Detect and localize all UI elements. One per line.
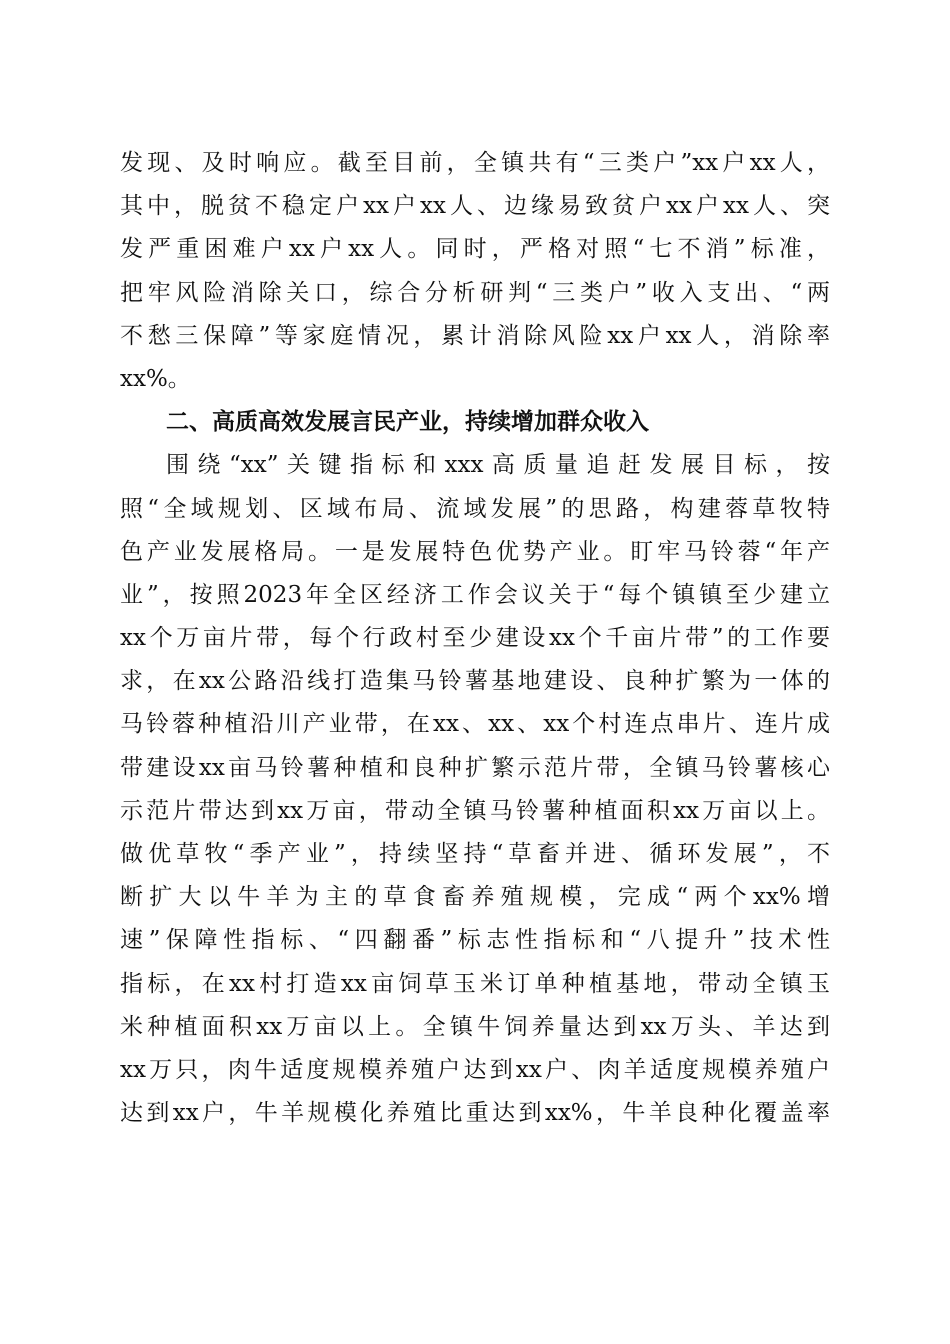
text-line: 照“全域规划、区域布局、流域发展”的思路，构建蓉草牧特 (120, 495, 830, 522)
text-line: 色产业发展格局。一是发展特色优势产业。盯牢马铃蓉“年产 (120, 538, 830, 565)
text-line: 断扩大以牛羊为主的草食畜养殖规模，完成“两个xx%增 (120, 884, 830, 911)
text-line: 求，在xx公路沿线打造集马铃薯基地建设、良种扩繁为一体的 (120, 668, 830, 695)
text-line: 发现、及时响应。截至目前，全镇共有“三类户”xx户xx人， (120, 150, 830, 176)
section-heading: 二、高质高效发展言民产业，持续增加群众收入 (166, 409, 649, 436)
text-line: 马铃蓉种植沿川产业带，在xx、xx、xx个村连点串片、连片成 (120, 711, 830, 738)
text-line: 把牢风险消除关口，综合分析研判“三类户”收入支出、“两 (120, 279, 830, 306)
text-line: 围绕“xx”关键指标和xxx高质量追赶发展目标，按 (166, 452, 830, 479)
text-line: 不愁三保障”等家庭情况，累计消除风险xx户xx人，消除率 (120, 322, 830, 349)
text-line: xx万只，肉牛适度规模养殖户达到xx户、肉羊适度规模养殖户 (120, 1056, 830, 1083)
text-line: xx%。 (120, 365, 191, 392)
text-line: 指标，在xx村打造xx亩饲草玉米订单种植基地，带动全镇玉 (120, 970, 830, 997)
text-line: 米种植面积xx万亩以上。全镇牛饲养量达到xx万头、羊达到 (120, 1013, 830, 1040)
text-line: 其中，脱贫不稳定户xx户xx人、边缘易致贫户xx户xx人、突 (120, 193, 830, 220)
document-body (120, 142, 830, 1135)
text-line: 速”保障性指标、“四翻番”标志性指标和“八提升”技术性 (120, 927, 830, 954)
text-line: 达到xx户，牛羊规模化养殖比重达到xx%，牛羊良种化覆盖率 (120, 1100, 830, 1127)
text-line: 示范片带达到xx万亩，带动全镇马铃薯种植面积xx万亩以上。 (120, 797, 830, 824)
text-line: xx个万亩片带，每个行政村至少建设xx个千亩片带”的工作要 (120, 625, 830, 652)
text-line: 业”，按照2023年全区经济工作会议关于“每个镇镇至少建立 (120, 581, 830, 608)
text-line: 做优草牧“季产业”，持续坚持“草畜并进、循环发展”，不 (120, 841, 830, 867)
text-line: 发严重困难户xx户xx人。同时，严格对照“七不消”标准， (120, 236, 830, 263)
text-line: 带建设xx亩马铃薯种植和良种扩繁示范片带，全镇马铃薯核心 (120, 754, 830, 781)
